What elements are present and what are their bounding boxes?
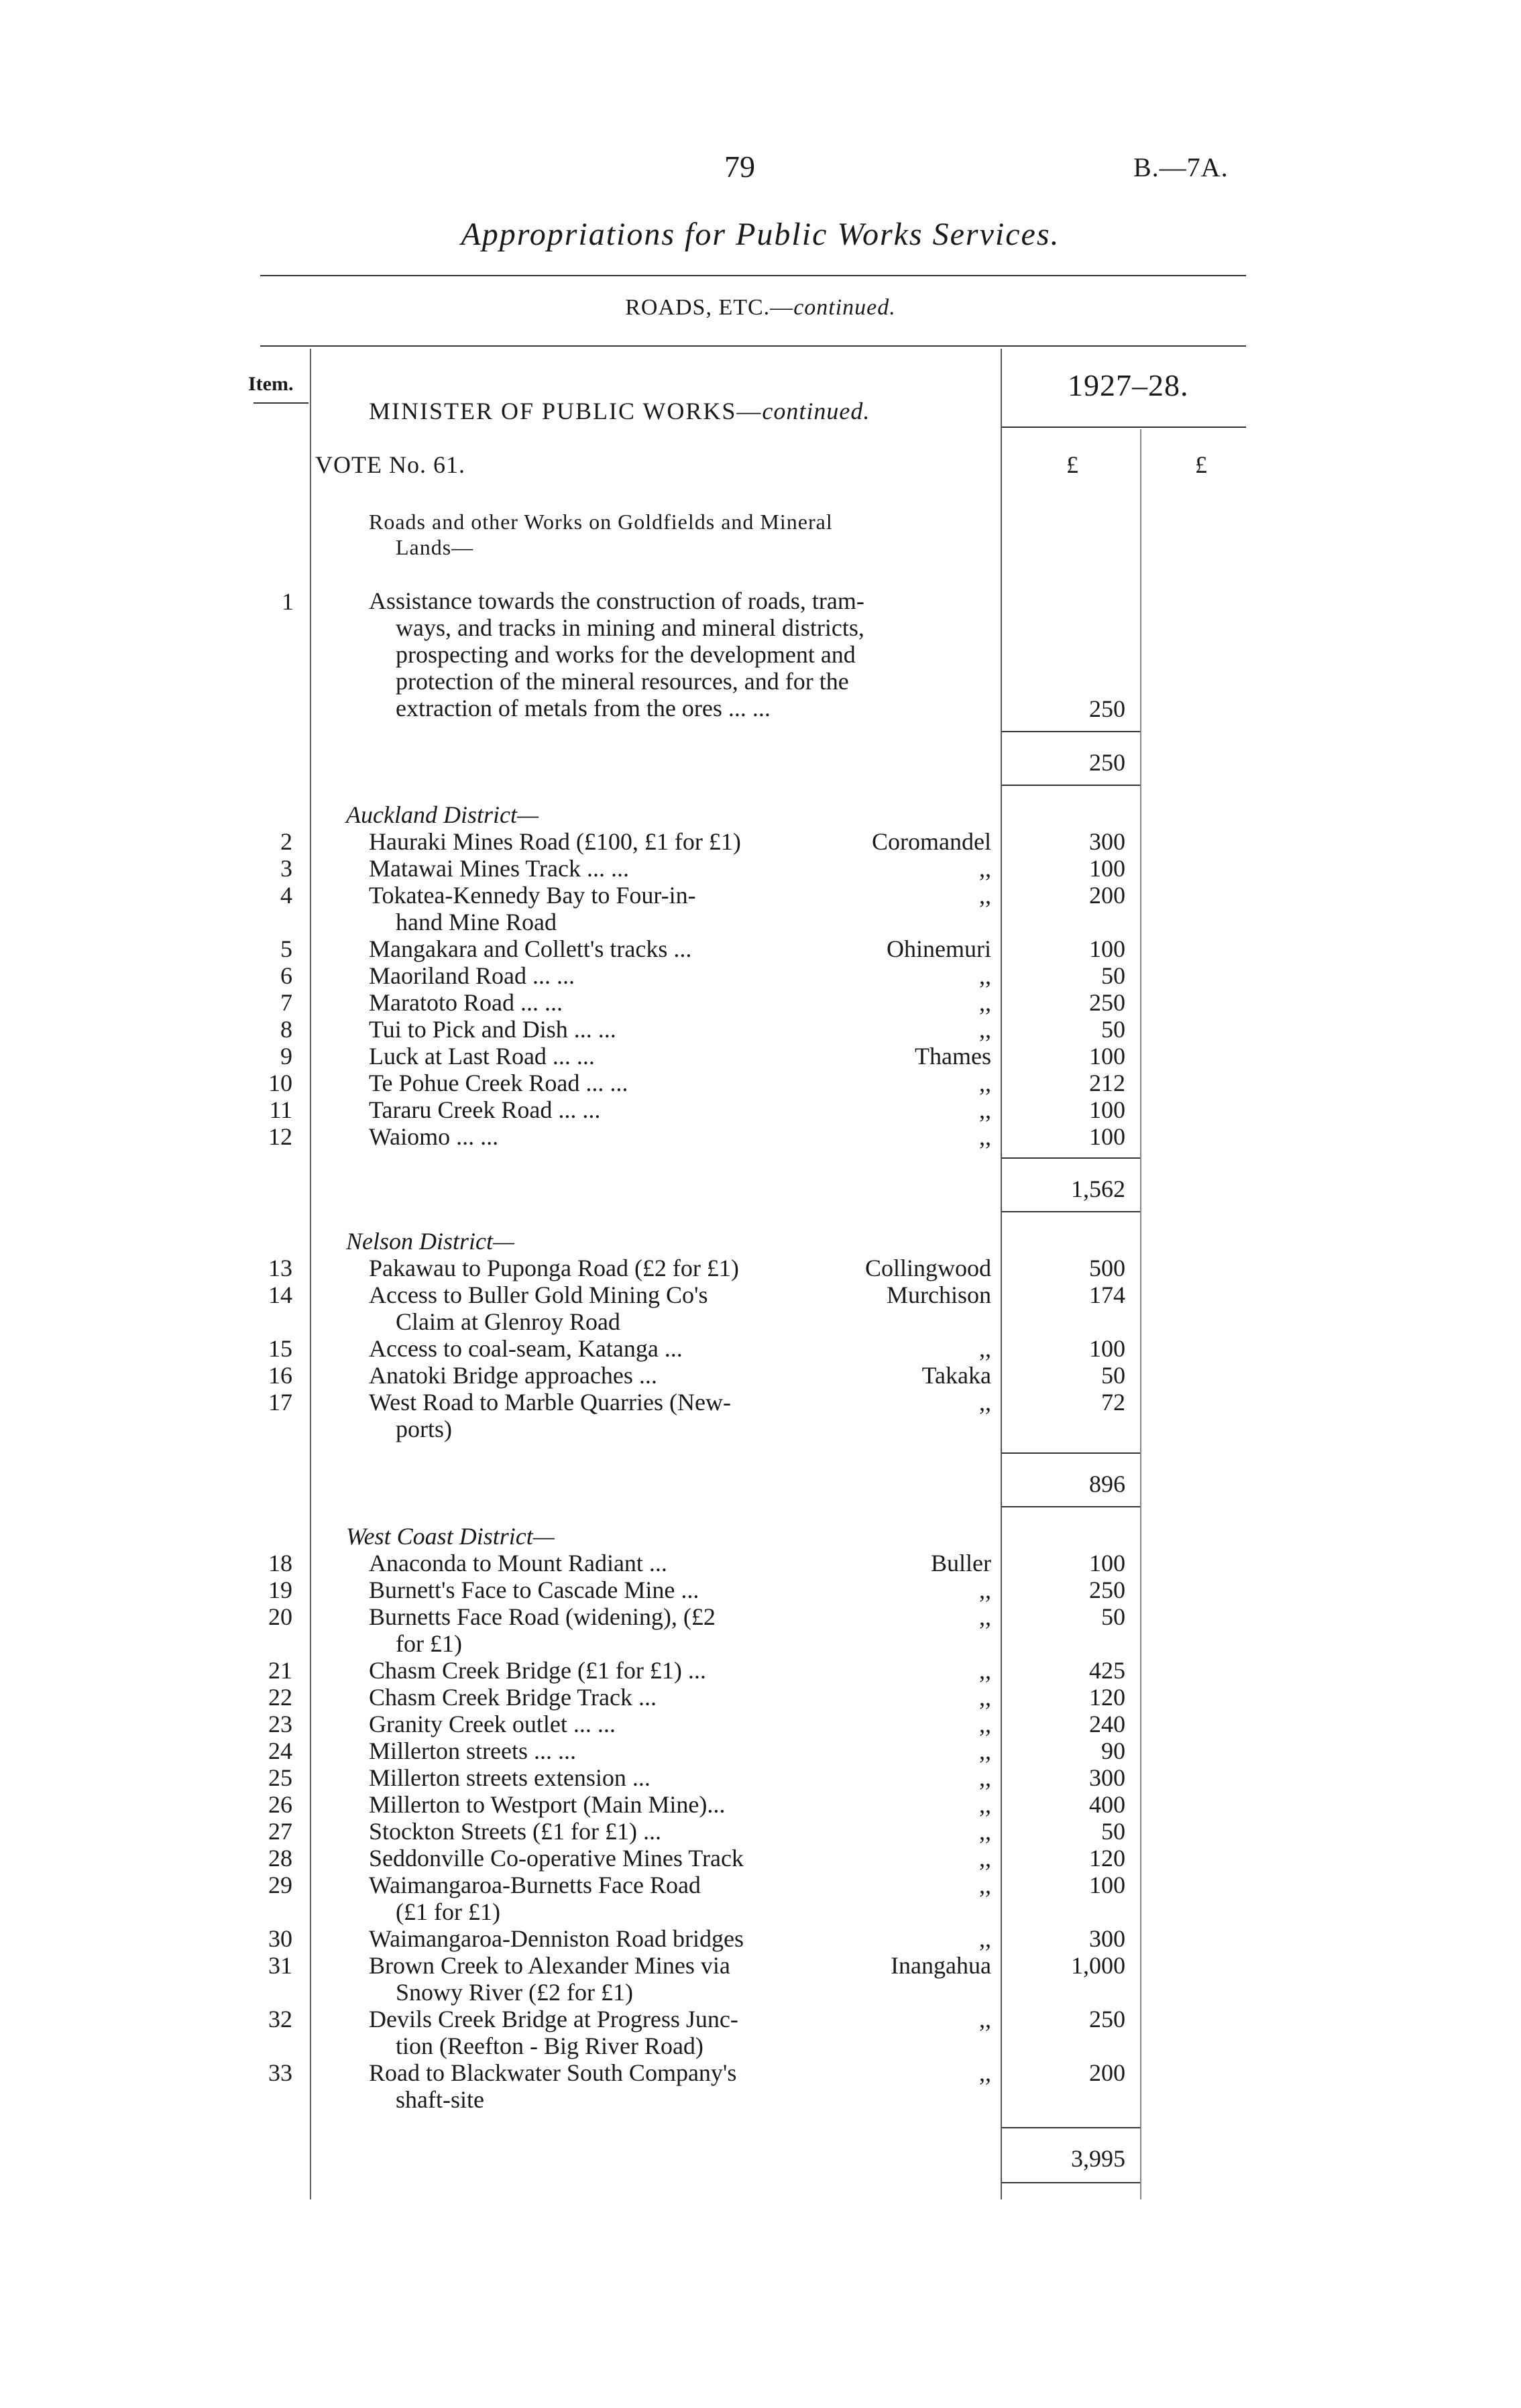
table-row — [0, 854, 1521, 881]
row-description: Burnett's Face to Cascade Mine ... — [369, 1576, 699, 1603]
row-description: Mangakara and Collett's tracks ... — [369, 935, 692, 962]
row-amount: 1,000 — [1071, 1952, 1125, 1979]
item-number: 1 — [282, 588, 294, 615]
row-description: Maratoto Road ... ... — [369, 989, 563, 1016]
row-location: Murchison — [887, 1281, 991, 1308]
row-amount: 100 — [1089, 1096, 1125, 1123]
row-amount: 100 — [1089, 1550, 1125, 1576]
table-row — [0, 881, 1521, 908]
row-description: West Road to Marble Quarries (New- — [369, 1389, 731, 1416]
table-row — [0, 1951, 1521, 1978]
row-description: Millerton streets extension ... — [369, 1764, 651, 1791]
row-description: shaft-site — [396, 2086, 484, 2113]
row-item-number: 5 — [280, 935, 292, 962]
row-description: Matawai Mines Track ... ... — [369, 855, 629, 882]
table-top-rule — [260, 345, 1246, 347]
row-description: for £1) — [396, 1630, 462, 1657]
row-amount: 50 — [1101, 1362, 1125, 1389]
row-description: Waimangaroa-Burnetts Face Road — [369, 1872, 701, 1898]
row-description: Millerton streets ... ... — [369, 1737, 576, 1764]
table-row — [0, 1898, 1521, 1925]
row-item-number: 20 — [268, 1603, 292, 1630]
row-description: Access to coal-seam, Katanga ... — [369, 1335, 683, 1362]
row-amount: 400 — [1089, 1791, 1125, 1818]
table-row — [0, 1925, 1521, 1951]
row-location: ,, — [979, 882, 991, 909]
row-item-number: 4 — [280, 882, 292, 909]
row-location: Inangahua — [891, 1952, 991, 1979]
item-1-line-1: Assistance towards the construction of roads, tram- — [369, 587, 864, 614]
row-location: ,, — [979, 1657, 991, 1684]
row-description: Te Pohue Creek Road ... ... — [369, 1070, 628, 1096]
row-location: ,, — [979, 1872, 991, 1898]
ministry-text: MINISTER OF PUBLIC WORKS— — [369, 398, 763, 424]
item-1-line-5: extraction of metals from the ores ... ... — [396, 695, 771, 722]
table-row — [0, 1096, 1521, 1123]
row-location: ,, — [979, 1576, 991, 1603]
row-description: ports) — [396, 1416, 452, 1442]
row-amount: 500 — [1089, 1255, 1125, 1281]
page-number: 79 — [724, 150, 755, 184]
subtotal-auckland: 1,562 — [1071, 1176, 1125, 1202]
table-row — [0, 2085, 1521, 2112]
row-item-number: 8 — [280, 1016, 292, 1043]
row-description: Devils Creek Bridge at Progress Junc- — [369, 2006, 738, 2032]
row-amount: 100 — [1089, 1123, 1125, 1150]
row-item-number: 13 — [268, 1255, 292, 1281]
section-title-italic: continued. — [793, 295, 896, 320]
row-description: Waimangaroa-Denniston Road bridges — [369, 1925, 744, 1952]
section-title-text: ROADS, ETC.— — [625, 295, 794, 320]
row-amount: 90 — [1101, 1737, 1125, 1764]
row-description: tion (Reefton - Big River Road) — [396, 2032, 703, 2059]
row-description: Stockton Streets (£1 for £1) ... — [369, 1818, 661, 1845]
row-location: ,, — [979, 2059, 991, 2086]
ministry-italic: continued. — [762, 398, 870, 424]
row-amount: 174 — [1089, 1281, 1125, 1308]
row-description: (£1 for £1) — [396, 1898, 500, 1925]
table-row — [0, 2059, 1521, 2085]
row-item-number: 30 — [268, 1925, 292, 1952]
subtotal-goldfields: 250 — [1089, 749, 1125, 776]
row-description: Tui to Pick and Dish ... ... — [369, 1016, 616, 1043]
page-title: Appropriations for Public Works Services. — [461, 217, 1060, 252]
row-description: Hauraki Mines Road (£100, £1 for £1) — [369, 828, 741, 855]
row-item-number: 29 — [268, 1872, 292, 1898]
row-location: ,, — [979, 1603, 991, 1630]
subtotal-underline — [1002, 2182, 1140, 2183]
row-location: Thames — [915, 1043, 991, 1070]
row-location: ,, — [979, 1818, 991, 1845]
subtotal-nelson: 896 — [1089, 1471, 1125, 1497]
row-item-number: 2 — [280, 828, 292, 855]
row-item-number: 23 — [268, 1711, 292, 1737]
row-location: ,, — [979, 1925, 991, 1952]
table-row — [0, 1737, 1521, 1764]
row-location: ,, — [979, 1096, 991, 1123]
currency-symbol-col1: £ — [1066, 451, 1078, 478]
row-amount: 50 — [1101, 962, 1125, 989]
item-1-line-3: prospecting and works for the development and — [396, 641, 856, 668]
row-description: Seddonville Co-operative Mines Track — [369, 1845, 744, 1872]
year-header: 1927–28. — [1068, 368, 1189, 402]
row-amount: 100 — [1089, 1872, 1125, 1898]
row-location: ,, — [979, 1016, 991, 1043]
subhead-line-2: Lands— — [396, 535, 474, 559]
row-location: ,, — [979, 1737, 991, 1764]
row-location: ,, — [979, 1684, 991, 1711]
table-row — [0, 1388, 1521, 1415]
table-row — [0, 1710, 1521, 1737]
subtotal-underline — [1002, 1506, 1140, 1507]
row-description: Maoriland Road ... ... — [369, 962, 575, 989]
row-amount: 300 — [1089, 1925, 1125, 1952]
table-row — [0, 1069, 1521, 1096]
row-item-number: 19 — [268, 1576, 292, 1603]
row-amount: 250 — [1089, 989, 1125, 1016]
table-row — [0, 1415, 1521, 1442]
subtotal-underline — [1002, 785, 1140, 786]
currency-symbol-col2: £ — [1195, 451, 1207, 478]
row-amount: 100 — [1089, 935, 1125, 962]
row-amount: 120 — [1089, 1684, 1125, 1711]
table-row — [0, 1308, 1521, 1334]
row-location: Collingwood — [864, 1255, 991, 1281]
row-location: ,, — [979, 962, 991, 989]
section-title — [0, 295, 1521, 321]
row-description: Brown Creek to Alexander Mines via — [369, 1952, 730, 1979]
row-description: Luck at Last Road ... ... — [369, 1043, 595, 1070]
table-row — [0, 1042, 1521, 1069]
row-description: Chasm Creek Bridge (£1 for £1) ... — [369, 1657, 706, 1684]
row-amount: 250 — [1089, 2006, 1125, 2032]
row-item-number: 11 — [269, 1096, 292, 1123]
row-item-number: 24 — [268, 1737, 292, 1764]
row-item-number: 17 — [268, 1389, 292, 1416]
year-header-rule — [1002, 426, 1246, 428]
row-item-number: 15 — [268, 1335, 292, 1362]
row-item-number: 33 — [268, 2059, 292, 2086]
table-row — [0, 1549, 1521, 1576]
subhead-line-1: Roads and other Works on Goldfields and Mineral — [369, 510, 833, 534]
table-row — [0, 1844, 1521, 1871]
table-row — [0, 1123, 1521, 1149]
row-item-number: 9 — [280, 1043, 292, 1070]
row-description: Tokatea-Kennedy Bay to Four-in- — [369, 882, 696, 909]
row-description: Road to Blackwater South Company's — [369, 2059, 737, 2086]
table-row — [0, 1790, 1521, 1817]
row-location: ,, — [979, 989, 991, 1016]
row-description: hand Mine Road — [396, 909, 557, 935]
row-item-number: 25 — [268, 1764, 292, 1791]
row-amount: 50 — [1101, 1016, 1125, 1043]
subtotal-underline — [1002, 1211, 1140, 1212]
table-row — [0, 1015, 1521, 1042]
row-amount: 120 — [1089, 1845, 1125, 1872]
district-heading-west-coast: West Coast District— — [346, 1523, 555, 1550]
row-item-number: 22 — [268, 1684, 292, 1711]
row-description: Anatoki Bridge approaches ... — [369, 1362, 657, 1389]
row-location: ,, — [979, 2006, 991, 2032]
table-row — [0, 935, 1521, 962]
row-item-number: 28 — [268, 1845, 292, 1872]
row-description: Snowy River (£2 for £1) — [396, 1979, 633, 2006]
row-location: Buller — [931, 1550, 991, 1576]
row-amount: 100 — [1089, 1335, 1125, 1362]
table-row — [0, 1978, 1521, 2005]
item-column-header: Item. — [248, 373, 294, 395]
row-amount: 425 — [1089, 1657, 1125, 1684]
row-location: ,, — [979, 1335, 991, 1362]
row-item-number: 32 — [268, 2006, 292, 2032]
table-row — [0, 988, 1521, 1015]
row-amount: 300 — [1089, 828, 1125, 855]
table-row — [0, 2032, 1521, 2059]
row-amount: 200 — [1089, 882, 1125, 909]
row-item-number: 14 — [268, 1281, 292, 1308]
row-amount: 240 — [1089, 1711, 1125, 1737]
row-location: Takaka — [921, 1362, 991, 1389]
row-description: Chasm Creek Bridge Track ... — [369, 1684, 657, 1711]
row-amount: 50 — [1101, 1818, 1125, 1845]
table-row — [0, 1334, 1521, 1361]
item-1-line-2: ways, and tracks in mining and mineral districts, — [396, 614, 864, 641]
table-row — [0, 1683, 1521, 1710]
row-amount: 250 — [1089, 1576, 1125, 1603]
row-location: Coromandel — [872, 828, 991, 855]
row-item-number: 27 — [268, 1818, 292, 1845]
table-row — [0, 1871, 1521, 1898]
row-amount: 200 — [1089, 2059, 1125, 2086]
subtotal-west-coast: 3,995 — [1071, 2145, 1125, 2172]
item-1-description — [369, 587, 864, 722]
item-header-rule — [253, 402, 308, 404]
table-row — [0, 827, 1521, 854]
table-row — [0, 1603, 1521, 1629]
row-location: ,, — [979, 1070, 991, 1096]
row-amount: 72 — [1101, 1389, 1125, 1416]
table-row — [0, 1656, 1521, 1683]
row-location: ,, — [979, 1845, 991, 1872]
row-amount: 212 — [1089, 1070, 1125, 1096]
document-reference: B.—7A. — [1133, 152, 1229, 182]
row-item-number: 31 — [268, 1952, 292, 1979]
subtotal-rule — [1002, 1157, 1140, 1159]
row-location: ,, — [979, 1389, 991, 1416]
row-item-number: 16 — [268, 1362, 292, 1389]
row-description: Pakawau to Puponga Road (£2 for £1) — [369, 1255, 739, 1281]
row-item-number: 18 — [268, 1550, 292, 1576]
subtotal-rule — [1002, 2127, 1140, 2128]
row-item-number: 21 — [268, 1657, 292, 1684]
row-description: Granity Creek outlet ... ... — [369, 1711, 616, 1737]
row-amount: 50 — [1101, 1603, 1125, 1630]
item-1-line-4: protection of the mineral resources, and for the — [396, 668, 849, 695]
row-amount: 100 — [1089, 855, 1125, 882]
vote-number: VOTE No. 61. — [315, 451, 465, 478]
row-location: ,, — [979, 1711, 991, 1737]
row-description: Burnetts Face Road (widening), (£2 — [369, 1603, 716, 1630]
row-description: Anaconda to Mount Radiant ... — [369, 1550, 667, 1576]
row-item-number: 3 — [280, 855, 292, 882]
table-row — [0, 1764, 1521, 1790]
item-1-amount: 250 — [1089, 695, 1125, 722]
row-item-number: 7 — [280, 989, 292, 1016]
ministry-heading — [369, 397, 870, 425]
row-description: Access to Buller Gold Mining Co's — [369, 1281, 708, 1308]
subtotal-rule — [1002, 731, 1140, 732]
district-heading-auckland: Auckland District— — [346, 801, 539, 828]
row-location: ,, — [979, 1791, 991, 1818]
table-row — [0, 1361, 1521, 1388]
row-location: ,, — [979, 855, 991, 882]
row-location: Ohinemuri — [887, 935, 991, 962]
row-description: Claim at Glenroy Road — [396, 1308, 620, 1335]
row-location: ,, — [979, 1764, 991, 1791]
row-item-number: 26 — [268, 1791, 292, 1818]
row-location: ,, — [979, 1123, 991, 1150]
table-row — [0, 1576, 1521, 1603]
row-item-number: 6 — [280, 962, 292, 989]
table-row — [0, 1254, 1521, 1281]
title-rule — [260, 275, 1246, 276]
row-item-number: 10 — [268, 1070, 292, 1096]
row-item-number: 12 — [268, 1123, 292, 1150]
row-description: Waiomo ... ... — [369, 1123, 499, 1150]
row-description: Tararu Creek Road ... ... — [369, 1096, 601, 1123]
subtotal-rule — [1002, 1452, 1140, 1454]
table-row — [0, 1817, 1521, 1844]
row-description: Millerton to Westport (Main Mine)... — [369, 1791, 726, 1818]
table-row — [0, 2005, 1521, 2032]
district-heading-nelson: Nelson District— — [346, 1228, 515, 1255]
table-row — [0, 1629, 1521, 1656]
row-amount: 300 — [1089, 1764, 1125, 1791]
row-amount: 100 — [1089, 1043, 1125, 1070]
table-row — [0, 962, 1521, 988]
table-row — [0, 1281, 1521, 1308]
table-row — [0, 908, 1521, 935]
